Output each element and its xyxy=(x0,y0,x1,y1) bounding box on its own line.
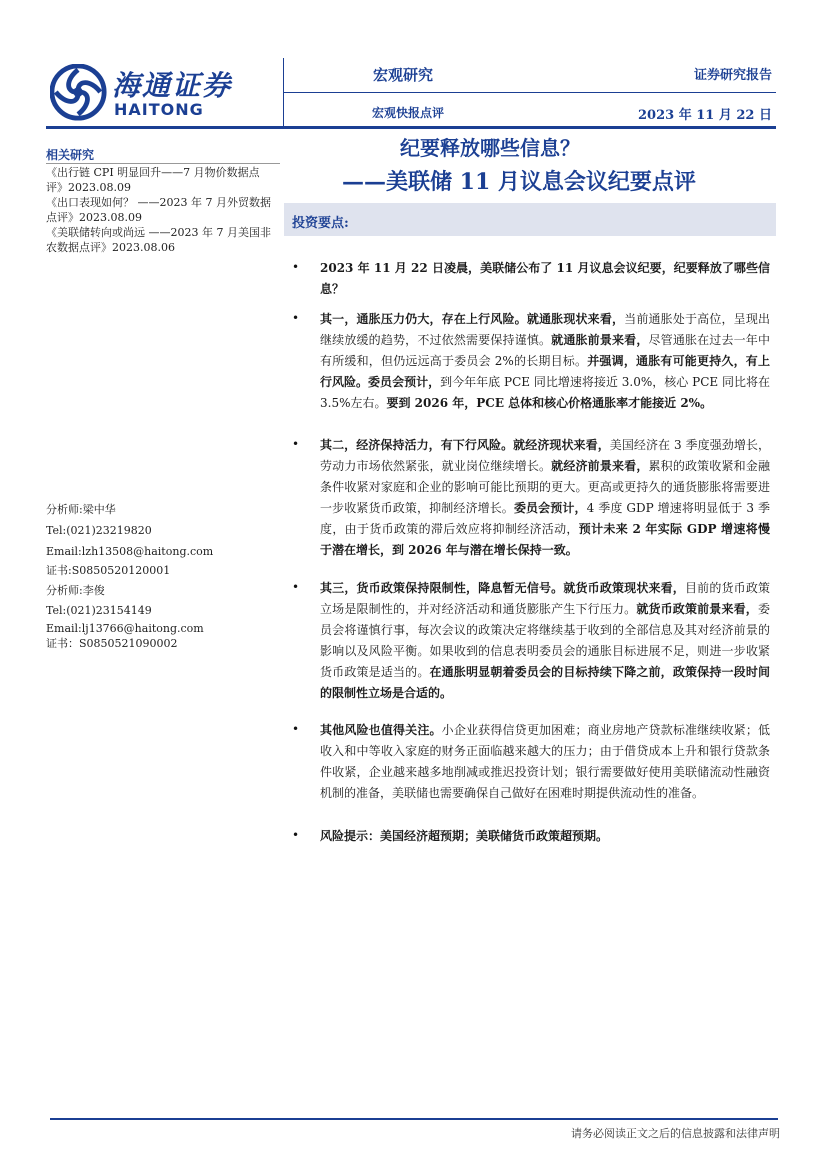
logo-english-name: HAITONG xyxy=(114,100,204,119)
bullet-other-risks xyxy=(320,720,770,804)
bullet-risk-warning xyxy=(320,826,770,847)
bullet-text: 4 季度 GDP 增速将明显低于 3 季度，由于货币政策的滞后效应将抑制经济活动， xyxy=(320,501,770,536)
section-bar xyxy=(284,203,776,236)
related-research-item[interactable]: 《出口表现如何？ ——2023 年 7 月外贸数据点评》2023.08.09 xyxy=(46,196,271,224)
analyst-cert: 证书:S0850520120001 xyxy=(46,564,171,577)
bullet-text: 到今年年底 PCE 同比增速将接近 3.0%，核心 PCE 同比将在 3.5%左右。 xyxy=(320,375,770,410)
footer-disclaimer[interactable]: 请务必阅读正文之后的信息披露和法律声明 xyxy=(571,1127,780,1140)
analyst-tel: Tel:(021)23219820 xyxy=(46,524,152,537)
bullet-text: 当前通胀处于高位，呈现出继续放缓的趋势，不过依然需要保持谨慎。 xyxy=(320,312,770,347)
bullet-text: 小企业获得信贷更加困难；商业房地产贷款标准继续收紧；低收入和中等收入家庭的财务正面临越来越大的压力；由于借贷成本上升和银行贷款条件收紧，企业越来越多地削减或推迟投资计划；银行需要做好使用美联储流动性融资机制的准备，美联储也需要确保自己做好在困难时期提供流动性的准备。 xyxy=(320,723,770,800)
bullet-text: 尽管通胀在过去一年中有所缓和，但仍远远高于委员会 2%的长期目标。 xyxy=(320,333,770,368)
bullet-bold-text: 委员会预计， xyxy=(513,501,587,515)
related-research-item[interactable]: 《美联储转向或尚远 ——2023 年 7 月美国非农数据点评》2023.08.06 xyxy=(46,226,271,254)
logo-chinese-name: 海通证券 xyxy=(112,69,233,102)
bullet-bold-text: 要到 2026 年，PCE 总体和核心价格通胀率才能接近 2%。 xyxy=(386,396,713,410)
bullet-bold-text: 就经济前景来看， xyxy=(551,459,649,473)
bullet-bold-text: 其他风险也值得关注。 xyxy=(320,723,442,737)
bullet-bold-text: 就货币政策前景来看， xyxy=(636,602,758,616)
bullet-dot: • xyxy=(292,437,300,451)
bullet-dot: • xyxy=(292,828,300,842)
bullet-bold-text: 并强调，通胀有可能更持久，有上行风险。委员会预计， xyxy=(320,354,770,389)
bullet-inflation xyxy=(320,309,770,414)
bullet-text: 委员会将谨慎行事，每次会议的政策决定将继续基于收到的全部信息及其对经济前景的影响以及风险平衡。如果收到的信息表明委员会的通胀目标进展不足，则进一步收紧货币政策是适当的。 xyxy=(320,602,770,679)
report-subtitle: ——美联储 11 月议息会议纪要点评 xyxy=(342,169,696,195)
bullet-bold-text: 其三，货币政策保持限制性，降息暂无信号。就货币政策现状来看， xyxy=(320,581,685,595)
bullet-dot: • xyxy=(292,722,300,736)
analyst-email[interactable]: Email:lj13766@haitong.com xyxy=(46,622,204,635)
haitong-logo-icon xyxy=(50,64,108,122)
bullet-bold-text: 预计未来 2 年实际 GDP 增速将慢于潜在增长，到 2026 年与潜在增长保持一致。 xyxy=(320,522,770,557)
report-subcategory: 宏观快报点评 xyxy=(372,106,445,120)
bullet-bold-text: 在通胀明显朝着委员会的目标持续下降之前，政策保持一段时间的限制性立场是合适的。 xyxy=(320,665,770,700)
report-type: 证券研究报告 xyxy=(693,68,772,83)
bullet-dot: • xyxy=(292,260,300,274)
analyst-name: 分析师:李俊 xyxy=(46,584,105,597)
bullet-text: 美国经济在 3 季度强劲增长，劳动力市场依然紧张，就业岗位继续增长。 xyxy=(320,438,770,473)
bullet-monetary-policy xyxy=(320,578,770,704)
header-mid-rule xyxy=(284,92,776,93)
report-date: 2023 年 11 月 22 日 xyxy=(638,108,772,123)
bullet-text: 目前的货币政策立场是限制性的，并对经济活动和通货膨胀产生下行压力。 xyxy=(320,581,770,616)
bullet-bold-text: 就通胀前景来看， xyxy=(551,333,649,347)
analyst-cert: 证书：S0850521090002 xyxy=(46,637,178,650)
sidebar-title-rule xyxy=(46,163,280,164)
bullet-economy xyxy=(320,435,770,561)
related-research-item[interactable]: 《出行链 CPI 明显回升——7 月物价数据点评》2023.08.09 xyxy=(46,166,260,194)
bullet-bold-text: 2023 年 11 月 22 日凌晨，美联储公布了 11 月议息会议纪要，纪要释放了哪些信息？ xyxy=(320,261,770,296)
report-category: 宏观研究 xyxy=(373,66,434,84)
bullet-bold-text: 其一，通胀压力仍大，存在上行风险。就通胀现状来看， xyxy=(320,312,625,326)
footer-rule xyxy=(50,1118,778,1120)
bullet-dot: • xyxy=(292,311,300,325)
bullet-bold-text: 风险提示：美国经济超预期；美联储货币政策超预期。 xyxy=(320,829,609,843)
bullet-intro xyxy=(320,258,770,300)
report-title: 纪要释放哪些信息？ xyxy=(400,136,580,160)
bullet-text: 累积的政策收紧和金融条件收紧对家庭和企业的影响可能比预期的更大。更高或更持久的通货膨胀将需要进一步收紧货币政策，抑制经济增长。 xyxy=(320,459,770,515)
bullet-dot: • xyxy=(292,580,300,594)
analyst-email[interactable]: Email:lzh13508@haitong.com xyxy=(46,545,214,558)
bullet-bold-text: 其二，经济保持活力，有下行风险。就经济现状来看， xyxy=(320,438,610,452)
related-research-title: 相关研究 xyxy=(46,148,95,162)
header-bottom-rule xyxy=(46,126,776,129)
section-label: 投资要点: xyxy=(292,216,349,231)
analyst-tel: Tel:(021)23154149 xyxy=(46,604,152,617)
analyst-name: 分析师:梁中华 xyxy=(46,503,116,516)
